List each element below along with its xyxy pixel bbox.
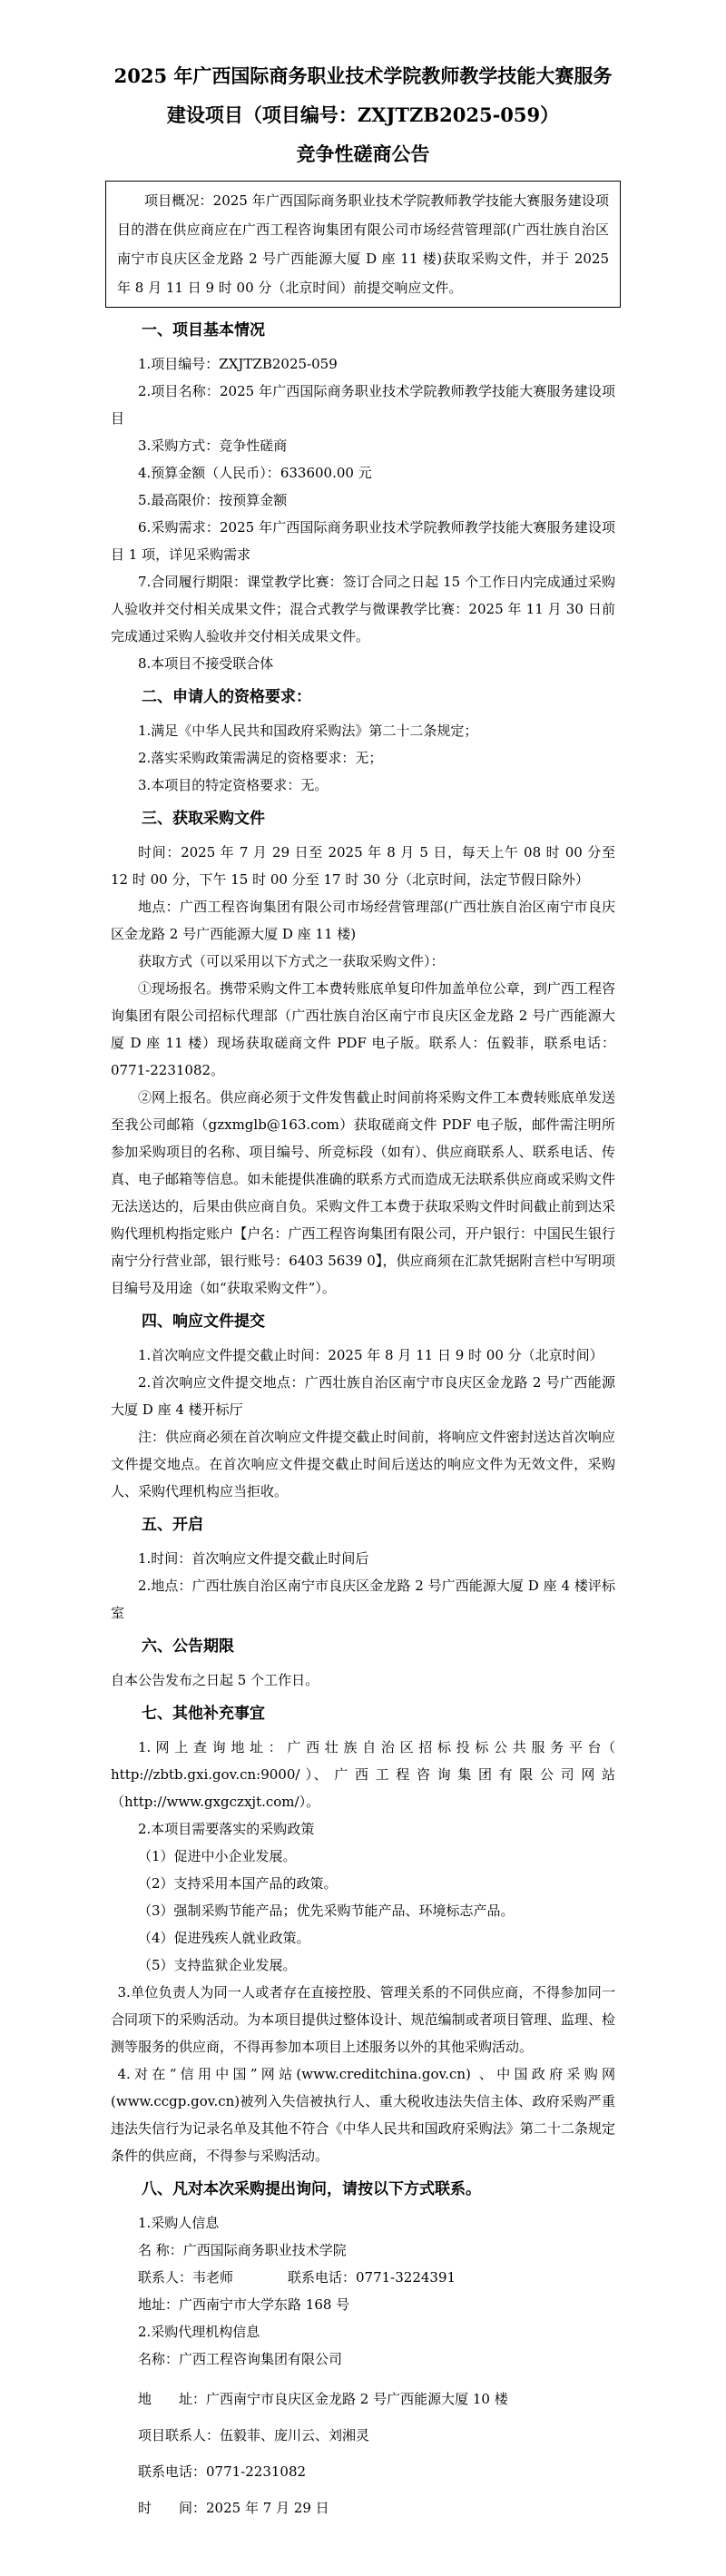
paragraph: 2.地点：广西壮族自治区南宁市良庆区金龙路 2 号广西能源大厦 D 座 4 楼评标室 — [111, 1578, 615, 1621]
paragraph: 获取方式（可以采用以下方式之一获取采购文件）： — [138, 953, 445, 969]
document-body — [111, 317, 615, 2522]
paragraph: 7.合同履行期限：课堂教学比赛：签订合同之日起 15 个工作日内完成通过采购人验收并交付相关成果文件；混合式教学与微课教学比赛：2025 年 11 月 30 日前完成通过采购人验收并交付相关成果文件。 — [111, 574, 615, 644]
document-title-line2: 建设项目（项目编号：ZXJTZB2025-059） — [166, 103, 560, 126]
paragraph: 联系人：韦老师 联系电话：0771-3224391 — [138, 2269, 456, 2286]
notice-type-title: 竞争性磋商公告 — [296, 143, 430, 165]
paragraph: 名称：广西工程咨询集团有限公司 — [138, 2351, 343, 2367]
paragraph: 2.首次响应文件提交地点：广西壮族自治区南宁市良庆区金龙路 2 号广西能源大厦 D 座 4 楼开标厅 — [111, 1374, 615, 1418]
section-heading: 七、其他补充事宜 — [142, 1705, 265, 1723]
project-overview-box — [105, 181, 621, 308]
paragraph: 1. 网 上 查 询 地 址 ： 广 西 壮 族 自 治 区 招 标 投 标 公 共 服 务 平 台（ http://zbtb.gxi.gov.cn:9000/ ）、 广 西 工 程 咨 询 集 团 有 限 公 司 网 站（http://www.gxgczxjt.com/）。 — [111, 1739, 615, 1810]
section-heading: 三、获取采购文件 — [142, 810, 265, 828]
paragraph: （2）支持采用本国产品的政策。 — [138, 1875, 338, 1892]
paragraph: 地点：广西工程咨询集团有限公司市场经营管理部(广西壮族自治区南宁市良庆区金龙路 2 号广西能源大厦 D 座 11 楼) — [111, 899, 615, 942]
paragraph: ①现场报名。携带采购文件工本费转账底单复印件加盖单位公章，到广西工程咨询集团有限公司招标代理部（广西壮族自治区南宁市良庆区金龙路 2 号广西能源大厦 D 座 11 楼）现场获取磋商文件 PDF 电子版。联系人：伍毅菲，联系电话：0771-2231082。 — [111, 980, 615, 1078]
paragraph: 6.采购需求：2025 年广西国际商务职业技术学院教师教学技能大赛服务建设项目 1 项，详见采购需求 — [111, 519, 615, 563]
paragraph: ②网上报名。供应商必须于文件发售截止时间前将采购文件工本费转账底单发送至我公司邮箱（gzxmglb@163.com）获取磋商文件 PDF 电子版，邮件需注明所参加采购项目的名称、项目编号、所竞标段（如有）、供应商联系人、联系电话、传真、电子邮箱等信息。如未能提供准确的联系方式而造成无法联系供应商或采购文件无法送达的，后果由供应商自负。采购文件工本费于获取采购文件时间截止前到达采购代理机构指定账户【户名：广西工程咨询集团有限公司，开户银行：中国民生银行南宁分行营业部，银行账号：6403 5639 0】，供应商须在汇款凭据附言栏中写明项目编号及用途（如“获取采购文件”）。 — [111, 1089, 615, 1296]
paragraph: 地 址：广西南宁市良庆区金龙路 2 号广西能源大厦 10 楼 — [138, 2391, 508, 2407]
paragraph: 1.满足《中华人民共和国政府采购法》第二十二条规定； — [138, 723, 478, 739]
section-heading: 六、公告期限 — [142, 1637, 234, 1656]
paragraph: 4.预算金额（人民币）：633600.00 元 — [138, 465, 372, 481]
paragraph: （1）促进中小企业发展。 — [138, 1848, 297, 1864]
paragraph: 2.本项目需要落实的采购政策 — [138, 1821, 315, 1837]
paragraph: 1.项目编号：ZXJTZB2025-059 — [138, 356, 338, 372]
paragraph: 2.落实采购政策需满足的资格要求：无； — [138, 750, 383, 766]
document-title — [111, 56, 615, 134]
paragraph: 时间：2025 年 7 月 29 日至 2025 年 8 月 5 日，每天上午 08 时 00 分至 12 时 00 分，下午 15 时 00 分至 17 时 30 分（北京时间，法定节假日除外） — [111, 844, 615, 888]
paragraph: 时 间：2025 年 7 月 29 日 — [138, 2500, 329, 2516]
paragraph: 注：供应商必须在首次响应文件提交截止时间前，将响应文件密封送达首次响应文件提交地点。在首次响应文件提交截止时间后送达的响应文件为无效文件，采购人、采购代理机构应当拒收。 — [111, 1429, 615, 1499]
paragraph: 1.采购人信息 — [138, 2215, 220, 2231]
paragraph: 3.单位负责人为同一人或者存在直接控股、管理关系的不同供应商，不得参加同一合同项下的采购活动。为本项目提供过整体设计、规范编制或者项目管理、监理、检测等服务的供应商，不得再参加本项目上述服务以外的其他采购活动。 — [111, 1984, 615, 2055]
paragraph: 3.本项目的特定资格要求：无。 — [138, 777, 329, 793]
paragraph: 3.采购方式：竞争性磋商 — [138, 438, 288, 454]
paragraph: 名 称：广西国际商务职业技术学院 — [138, 2242, 347, 2258]
paragraph: 4.对在“信用中国”网站(www.creditchina.gov.cn) 、中国政府采购网(www.ccgp.gov.cn)被列入失信被执行人、重大税收违法失信主体、政府采购严重违法失信行为记录名单及其他不符合《中华人民共和国政府采购法》第二十二条规定条件的供应商，不得参与采购活动。 — [111, 2066, 615, 2164]
paragraph: 1.首次响应文件提交截止时间：2025 年 8 月 11 日 9 时 00 分（北京时间） — [138, 1347, 603, 1363]
paragraph: 自本公告发布之日起 5 个工作日。 — [111, 1672, 319, 1688]
paragraph: 5.最高限价：按预算金额 — [138, 492, 288, 508]
section-heading: 一、项目基本情况 — [142, 321, 265, 339]
section-heading: 五、开启 — [142, 1516, 203, 1534]
section-heading: 八、凡对本次采购提出询问，请按以下方式联系。 — [142, 2180, 481, 2198]
section-heading: 四、响应文件提交 — [142, 1313, 265, 1331]
paragraph: （5）支持监狱企业发展。 — [138, 1957, 297, 1973]
section-heading: 二、申请人的资格要求： — [142, 688, 311, 706]
paragraph: 2.项目名称：2025 年广西国际商务职业技术学院教师教学技能大赛服务建设项目 — [111, 383, 615, 427]
document-title-line1: 2025 年广西国际商务职业技术学院教师教学技能大赛服务 — [113, 64, 613, 87]
paragraph: （3）强制采购节能产品；优先采购节能产品、环境标志产品。 — [138, 1903, 515, 1919]
paragraph: 联系电话：0771-2231082 — [138, 2463, 307, 2480]
paragraph: 8.本项目不接受联合体 — [138, 655, 274, 672]
paragraph: 项目联系人：伍毅菲、庞川云、刘湘灵 — [138, 2427, 370, 2443]
paragraph: 2.采购代理机构信息 — [138, 2324, 260, 2340]
paragraph: 1.时间：首次响应文件提交截止时间后 — [138, 1550, 369, 1567]
paragraph: （4）促进残疾人就业政策。 — [138, 1930, 310, 1946]
project-overview-text: 项目概况：2025 年广西国际商务职业技术学院教师教学技能大赛服务建设项目的潜在供应商应在广西工程咨询集团有限公司市场经营管理部(广西壮族自治区南宁市良庆区金龙路 2 号广西能源大厦 D 座 11 楼)获取采购文件，并于 2025 年 8 月 11 日 9 时 00 分（北京时间）前提交响应文件。 — [117, 192, 609, 296]
paragraph: 地址：广西南宁市大学东路 168 号 — [138, 2296, 350, 2313]
